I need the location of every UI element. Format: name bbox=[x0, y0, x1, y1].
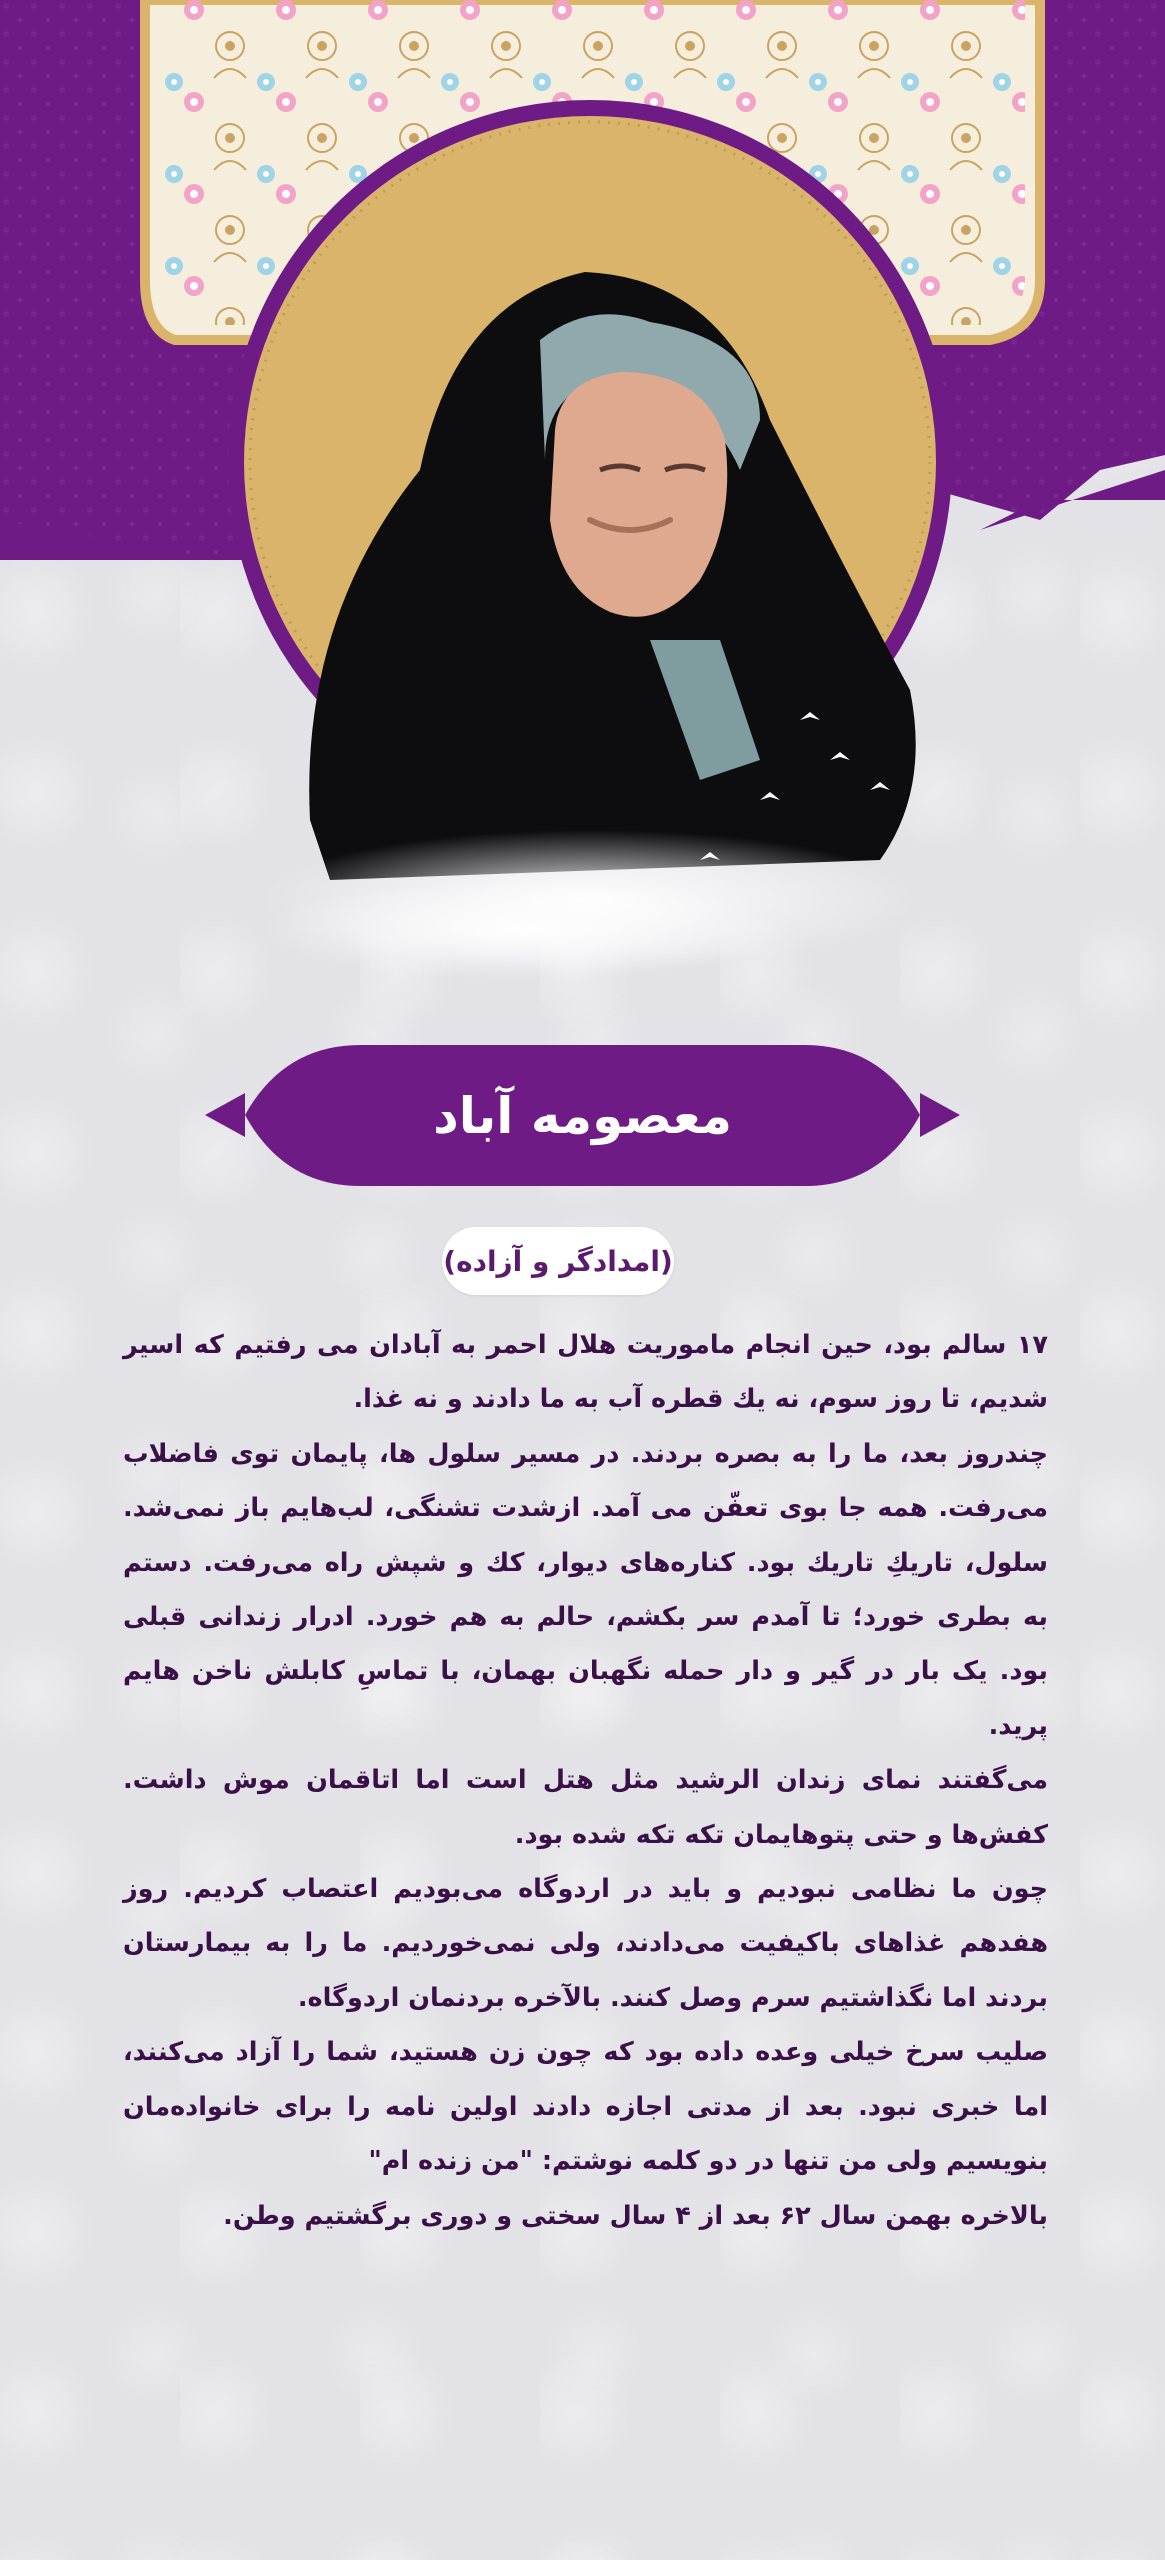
name-banner bbox=[205, 1033, 960, 1198]
story-paragraph: چندروز بعد، ما را به بصره بردند. در مسیر سلول ها، پایمان توی فاضلاب می‌رفت. همه جا بوی تعفّن می آمد. ازشدت تشنگی، لب‌هایم باز نمی‌شد. سلول، تاریكِ تاریك بود. كناره‌های دیوار، كك و شپش راه می‌رفت. دستم به بطری خورد؛ تا آمدم سر بكشم، حالم به هم خورد. ادرار زندانی قبلی بود. یک بار در گیر و دار حمله نگهبان بهمان، با تماسِ کابلش ناخن هایم پرید. bbox=[123, 1438, 1048, 1741]
story-paragraph: ۱۷ سالم بود، حین انجام ماموریت هلال احمر به آبادان می رفتیم که اسیر شدیم، تا روز سوم، نه یك قطره آب به ما دادند و نه غذا. bbox=[123, 1330, 1048, 1415]
story-paragraph: می‌گفتند نمای زندان الرشید مثل هتل است اما اتاقمان موش داشت. کفش‌ها و حتی پتوهایمان تکه تکه شده بود. bbox=[123, 1765, 1048, 1850]
story-text bbox=[123, 1318, 1048, 2243]
story-paragraph: چون ما نظامی نبودیم و باید در اردوگاه می‌بودیم اعتصاب کردیم. روز هفدهم غذاهای باکیفیت می‌دادند، ولی نمی‌خوردیم. ما را به بیمارستان بردند اما نگذاشتیم سرم وصل کنند. بالآخره بردنمان اردوگاه. bbox=[123, 1874, 1048, 2013]
person-name: معصومه آباد bbox=[433, 1086, 732, 1145]
portrait-medallion bbox=[0, 0, 1165, 1000]
role-badge: (امدادگر و آزاده) bbox=[442, 1227, 674, 1295]
story-paragraph: صلیب سرخ خیلی وعده داده بود که چون زن هستید، شما را آزاد می‌کنند، اما خبری نبود. بعد از مدتی اجازه دادند اولین نامه را برای خانواده‌مان بنویسیم ولی من تنها در دو کلمه نوشتم: "من زنده ام" bbox=[123, 2037, 1048, 2177]
story-paragraph: بالاخره بهمن سال ۶۲ بعد از ۴ سال سختی و دوری برگشتیم وطن. bbox=[223, 2200, 1048, 2231]
